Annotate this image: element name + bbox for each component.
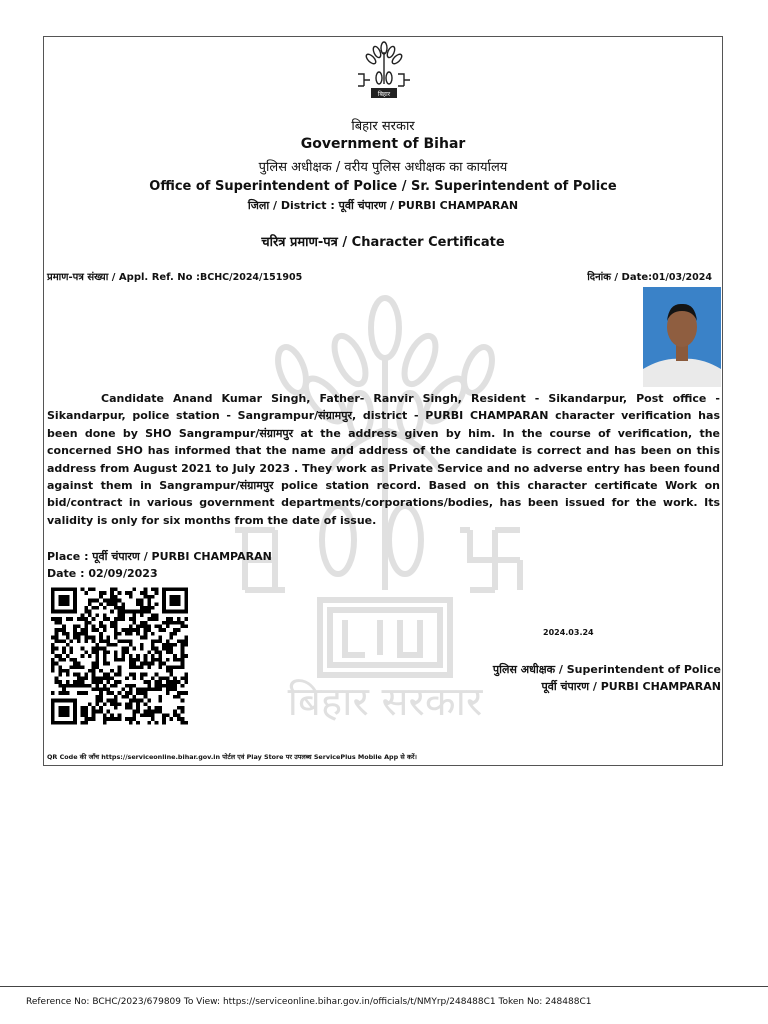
certificate-body: Candidate Anand Kumar Singh, Father- Ranvir Singh, Resident - Sikandarpur, Post office - Sikandarpur, police station - Sangrampur/संग्रामपुर, district - PURBI CHAMPARAN character verification has been done by SHO Sangrampur/संग्रामपुर at the address given by him. In the course of verification, the concerned SHO has informed that the name and address of the candidate is correct and has been on this address from August 2021 to July 2023 . They work as Private Service and no adverse entry has been found against them in Sangrampur/संग्रामपुर police station record. Based on this character certificate Work on bid/contract in various government departments/corporations/bodies, has been issued for the work. Its validity is only for six months from the date of issue.: [47, 392, 720, 527]
signature-district: पूर्वी चंपारण / PURBI CHAMPARAN: [541, 680, 721, 693]
issue-date: [587, 269, 712, 283]
place-date: Date : 02/09/2023: [47, 567, 158, 580]
footer-divider: [0, 986, 768, 987]
emblem-label: बिहार: [377, 91, 391, 98]
government-title: Government of Bihar: [300, 136, 466, 152]
bihar-emblem: [352, 40, 416, 100]
reference-label: प्रमाण-पत्र संख्या / Appl. Ref. No :: [47, 272, 200, 283]
qr-code: [51, 586, 188, 726]
district-line: जिला / District : पूर्वी चंपारण / PURBI CHAMPARAN: [247, 199, 519, 212]
signature-designation: पुलिस अधीक्षक / Superintendent of Police: [492, 663, 721, 676]
footer-reference: Reference No: BCHC/2023/679809 To View: https://serviceonline.bihar.gov.in/officials/t/NMYrp/248488C1 Token No: 248488C1: [26, 997, 592, 1007]
signature-stamp-date: 2024.03.24: [543, 628, 594, 637]
candidate-photo: [643, 287, 721, 387]
place: Place : पूर्वी चंपारण / PURBI CHAMPARAN: [47, 550, 272, 563]
office-title: Office of Superintendent of Police / Sr. Superintendent of Police: [149, 179, 617, 194]
hindi-government-title: बिहार सरकार: [351, 119, 415, 134]
date-label: दिनांक / Date:: [587, 272, 653, 283]
reference-number: [47, 269, 302, 283]
qr-verification-note: QR Code की जाँच https://serviceonline.bihar.gov.in पोर्टल एवं Play Store पर उपलब्ध ServicePlus Mobile App से करें।: [47, 753, 417, 761]
date-value: 01/03/2024: [652, 272, 712, 283]
certificate-title: चरित्र प्रमाण-पत्र / Character Certificate: [261, 235, 505, 250]
hindi-office-title: पुलिस अधीक्षक / वरीय पुलिस अधीक्षक का कार्यालय: [258, 160, 508, 175]
watermark-text: बिहार सरकार: [287, 679, 483, 725]
reference-value: BCHC/2024/151905: [200, 272, 303, 283]
